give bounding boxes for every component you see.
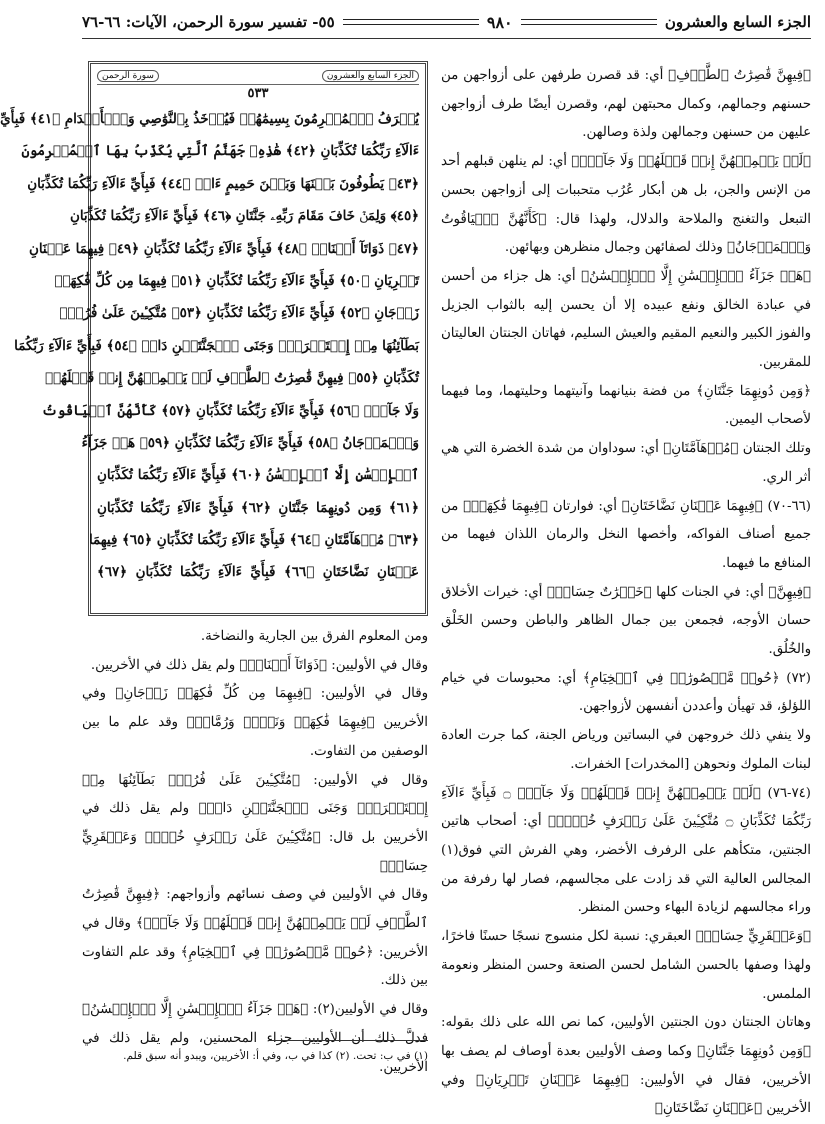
header-rule: [521, 19, 657, 25]
verse-line: ءَالَآءِ رَبِّكُمَا تُكَذِّبَانِ ﴿٤٢﴾ هَٰذِهِۦ جَهَنَّمُ ٱلَّتِي يُكَذِّبُ بِهَا ٱلۡمُجۡرِمُونَ: [21, 143, 419, 160]
verse-line: تَجۡرِيَانِ ﴿٥٠﴾ فَبِأَيِّ ءَالَآءِ رَبِّكُمَا تُكَذِّبَانِ ﴿٥١﴾ فِيهِمَا مِن كُلِّ فَٰكِهَةٖ: [54, 272, 419, 289]
commentary-paragraph: ﴿فِيهِنَّ﴾ أي: في الجنات كلها ﴿خَيۡرَٰتٌ حِسَانٞ﴾ أي: خيرات الأخلاق حسان الأوجه، فجمعن بين جمال الظاهر والباطن وحسن الخَلْق والخُلُق.: [441, 584, 811, 658]
header-divider: [82, 38, 811, 39]
verse-line: بَطَآئِنُهَا مِنۡ إِسۡتَبۡرَقٖۚ وَجَنَى ٱلۡجَنَّتَيۡنِ دَانٖ ﴿٥٤﴾ فَبِأَيِّ ءَالَآءِ رَبِّكُمَا: [14, 337, 419, 354]
mushaf-surah: سورة الرحمن: [97, 70, 159, 82]
footnote-divider: [268, 1040, 428, 1041]
verse-line: ﴿٤٥﴾ وَلِمَنۡ خَافَ مَقَامَ رَبِّهِۦ جَنَّتَانِ ﴿٤٦﴾ فَبِأَيِّ ءَالَآءِ رَبِّكُمَا تُكَذِّبَانِ: [70, 208, 419, 225]
commentary-paragraph: ﴿لَمۡ يَطۡمِثۡهُنَّ إِنسٞ قَبۡلَهُمۡ وَلَا جَآنّٞ﴾ أي: لم ينلهن قبلهم أحد من الإنس والجن، بل هن أبكار عُرُب متحببات إلى أزواجهن بحسن التبعل والتغنج والملاحة والدلال، ولهذا قال: ﴿كَأَنَّهُنَّ ٱلۡيَاقُوتُ وَٱلۡمَرۡجَانُ﴾ وذلك لصفائهن وجمال منظرهن وبهائهن.: [441, 154, 811, 256]
mushaf-verses: [0, 103, 420, 589]
commentary-paragraph: (٦٦-٧٠) ﴿فِيهِمَا عَيۡنَانِ نَضَّاخَتَانِ﴾ أي: فوارتان ﴿فِيهِمَا فَٰكِهَةٞ﴾ من جميع أصناف الفواكه، وأخصها النخل والرمان اللذان فيهما من المنافع ما فيهما.: [441, 498, 811, 571]
verse-line: ﴿٤٧﴾ ذَوَاتَآ أَفۡنَانٖ ﴿٤٨﴾ فَبِأَيِّ ءَالَآءِ رَبِّكُمَا تُكَذِّبَانِ ﴿٤٩﴾ فِيهِمَا عَيۡنَانِ: [29, 240, 419, 257]
commentary-left-column: [82, 623, 428, 1082]
verse-line: تُكَذِّبَانِ ﴿٥٥﴾ فِيهِنَّ قَٰصِرَٰتُ ٱلطَّرۡفِ لَمۡ يَطۡمِثۡهُنَّ إِنسٞ قَبۡلَهُمۡ: [44, 370, 419, 387]
verse-line: زَوۡجَانِ ﴿٥٢﴾ فَبِأَيِّ ءَالَآءِ رَبِّكُمَا تُكَذِّبَانِ ﴿٥٣﴾ مُتَّكِـِٔينَ عَلَىٰ فُرُشِۢ: [59, 305, 419, 322]
page-number: ٩٨٠: [486, 12, 513, 32]
mushaf-page-number: ٥٣٣: [247, 86, 269, 101]
commentary-paragraph: وقال في الأوليين: ﴿فِيهِمَا مِن كُلِّ فَٰكِهَةٖ زَوۡجَانِ﴾ وفي الأخريين ﴿فِيهِمَا فَٰكِهَةٞ وَنَخۡلٞ وَرُمَّانٞ﴾ وقد علم ما بين الوصفين من التفاوت.: [82, 686, 428, 759]
verse-line: وَلَا جَآنّٞ ﴿٥٦﴾ فَبِأَيِّ ءَالَآءِ رَبِّكُمَا تُكَذِّبَانِ ﴿٥٧﴾ كَأَنَّهُنَّ ٱلۡيَاقُوتُ: [41, 402, 419, 419]
footnotes: (١) في ب: تحت. (٢) كذا في ب، وفي أ: الأخريين، ويبدو أنه سبق قلم.: [123, 1050, 428, 1062]
juz-title: الجزء السابع والعشرون: [664, 13, 811, 31]
commentary-paragraph: (٧٢) ﴿حُورٞ مَّقۡصُورَٰتٞ فِي ٱلۡخِيَامِ﴾ أي: محبوسات في خيام اللؤلؤ، قد تهيأن وأعددن أنفسهن لأزواجهن.: [441, 670, 811, 715]
commentary-paragraph: (٧٤-٧٦) ﴿لَمۡ يَطۡمِثۡهُنَّ إِنسٞ قَبۡلَهُمۡ وَلَا جَآنّٞ ۝ فَبِأَيِّ ءَالَآءِ رَبِّكُمَا تُكَذِّبَانِ ۝ مُتَّكِـِٔينَ عَلَىٰ رَفۡرَفٍ خُضۡرٖ﴾ أي: أصحاب هاتين الجنتين، متكأهم على الرفرف الأخضر، وهي الفرش التي فوق(١) المجالس العالية التي قد زادت على مجالسهم، فصار لها رفرفة من وراء مجالسهم لزيادة البهاء وحسن المنظر.: [441, 785, 811, 916]
verse-line: ﴿٦٣﴾ مُدۡهَآمَّتَانِ ﴿٦٤﴾ فَبِأَيِّ ءَالَآءِ رَبِّكُمَا تُكَذِّبَانِ ﴿٦٥﴾ فِيهِمَا: [88, 532, 419, 549]
verse-line: عَيۡنَانِ نَضَّاخَتَانِ ﴿٦٦﴾ فَبِأَيِّ ءَالَآءِ رَبِّكُمَا تُكَذِّبَانِ ﴿٦٧﴾: [97, 564, 420, 581]
mushaf-juz: الجزء السابع والعشرون: [322, 70, 419, 82]
verse-line: ﴿٤٣﴾ يَطُوفُونَ بَيۡنَهَا وَبَيۡنَ حَمِيمٍ ءَانٖ ﴿٤٤﴾ فَبِأَيِّ ءَالَآءِ رَبِّكُمَا تُكَذِّبَانِ: [27, 175, 419, 192]
verse-line: يُعۡرَفُ ٱلۡمُجۡرِمُونَ بِسِيمَٰهُمۡ فَيُؤۡخَذُ بِٱلنَّوَٰصِي وَٱلۡأَقۡدَامِ ﴿٤١﴾ فَبِأَيِّ: [0, 111, 419, 127]
commentary-paragraph: وقال في الأوليين في وصف نسائهم وأزواجهم: ﴿فِيهِنَّ قَٰصِرَٰتُ ٱلطَّرۡفِ لَمۡ يَطۡمِثۡهُنَّ إِنسٞ قَبۡلَهُمۡ وَلَا جَآنّٞ﴾ وقال في الأخريين: ﴿حُورٞ مَّقۡصُورَٰتٞ فِي ٱلۡخِيَامِ﴾ وقد علم التفاوت بين ذلك.: [82, 887, 428, 989]
section-title: ٥٥- تفسير سورة الرحمن، الآيات: ٦٦-٧٦: [82, 13, 335, 31]
commentary-paragraph: ولا ينفي ذلك خروجهن في البساتين ورياض الجنة، كما جرت العادة لبنات الملوك ونحوهن [المخدرات] الخفرات.: [441, 728, 811, 772]
page-header: [82, 8, 811, 36]
commentary-paragraph: ﴿وَمِن دُونِهِمَا جَنَّتَانِ﴾ من فضة بنيانهما وآنيتهما وحليتهما، وما فيهما لأصحاب اليمين.: [441, 383, 811, 428]
commentary-paragraph: وقال في الأوليين(٢): ﴿هَلۡ جَزَآءُ ٱلۡإِحۡسَٰنِ إِلَّا ٱلۡإِحۡسَٰنُ﴾ فدلَّ ذلك أن الأوليين جزاء المحسنين، ولم يقل ذلك في الأخريين.: [82, 1002, 428, 1075]
verse-line: وَٱلۡمَرۡجَانُ ﴿٥٨﴾ فَبِأَيِّ ءَالَآءِ رَبِّكُمَا تُكَذِّبَانِ ﴿٥٩﴾ هَلۡ جَزَآءُ: [81, 434, 419, 451]
mushaf-header: [97, 68, 419, 85]
verse-line: ٱلۡإِحۡسَٰنِ إِلَّا ٱلۡإِحۡسَٰنُ ﴿٦٠﴾ فَبِأَيِّ ءَالَآءِ رَبِّكُمَا تُكَذِّبَانِ: [97, 467, 420, 484]
commentary-paragraph: وهاتان الجنتان دون الجنتين الأوليين، كما نص الله على ذلك بقوله: ﴿وَمِن دُونِهِمَا جَنَّتَانِ﴾ وكما وصف الأوليين بعدة أوصاف لم يصف بها الأخريين، فقال في الأوليين: ﴿فِيهِمَا عَيۡنَانِ تَجۡرِيَانِ﴾ وفي الأخريين ﴿عَيۡنَانِ نَضَّاخَتَانِ﴾: [441, 1015, 811, 1117]
commentary-right-column: [441, 62, 811, 1124]
verse-line: ﴿٦١﴾ وَمِن دُونِهِمَا جَنَّتَانِ ﴿٦٢﴾ فَبِأَيِّ ءَالَآءِ رَبِّكُمَا تُكَذِّبَانِ: [97, 499, 419, 516]
mushaf-page-frame: [0, 61, 428, 616]
commentary-paragraph: وقال في الأوليين: ﴿ذَوَاتَآ أَفۡنَانٖ﴾ ولم يقل ذلك في الأخريين.: [90, 657, 428, 673]
header-rule: [343, 19, 479, 25]
commentary-paragraph: ﴿فِيهِنَّ قَٰصِرَٰتُ ٱلطَّرۡفِ﴾ أي: قد قصرن طرفهن على أزواجهن من حسنهم وجمالهم، وكمال محبتهن لهم، وقصرن أيضًا طرف أزواجهن عليهن من حسنهن وجمالهن ولذة وصالهن.: [441, 68, 811, 141]
commentary-paragraph: وتلك الجنتان ﴿مُدۡهَآمَّتَانِ﴾ أي: سوداوان من شدة الخضرة التي هي أثر الري.: [441, 441, 811, 485]
commentary-paragraph: ﴿هَلۡ جَزَآءُ ٱلۡإِحۡسَٰنِ إِلَّا ٱلۡإِحۡسَٰنُ﴾ أي: هل جزاء من أحسن في عبادة الخالق ونفع عبيده إلا أن يحسن إليه بالثواب الجزيل والفوز الكبير والنعيم المقيم والعيش السليم، فهاتان الجنتان العاليتان للمقربين.: [441, 268, 811, 371]
commentary-paragraph: ومن المعلوم الفرق بين الجارية والنضاخة.: [200, 629, 428, 644]
commentary-paragraph: ﴿وَعَبۡقَرِيٍّ حِسَانٖ﴾ العبقري: نسبة لكل منسوج نسجًا حسنًا فاخرًا، ولهذا وصفها بالحسن الشامل لحسن الصنعة وحسن المنظر ونعومة الملمس.: [441, 929, 811, 1002]
commentary-paragraph: وقال في الأوليين: ﴿مُتَّكِـِٔينَ عَلَىٰ فُرُشِۢ بَطَآئِنُهَا مِنۡ إِسۡتَبۡرَقٖۚ وَجَنَى ٱلۡجَنَّتَيۡنِ دَانٖ﴾ ولم يقل ذلك في الأخريين بل قال: ﴿مُتَّكِـِٔينَ عَلَىٰ رَفۡرَفٍ خُضۡرٖ وَعَبۡقَرِيٍّ حِسَانٖ﴾: [82, 772, 428, 874]
